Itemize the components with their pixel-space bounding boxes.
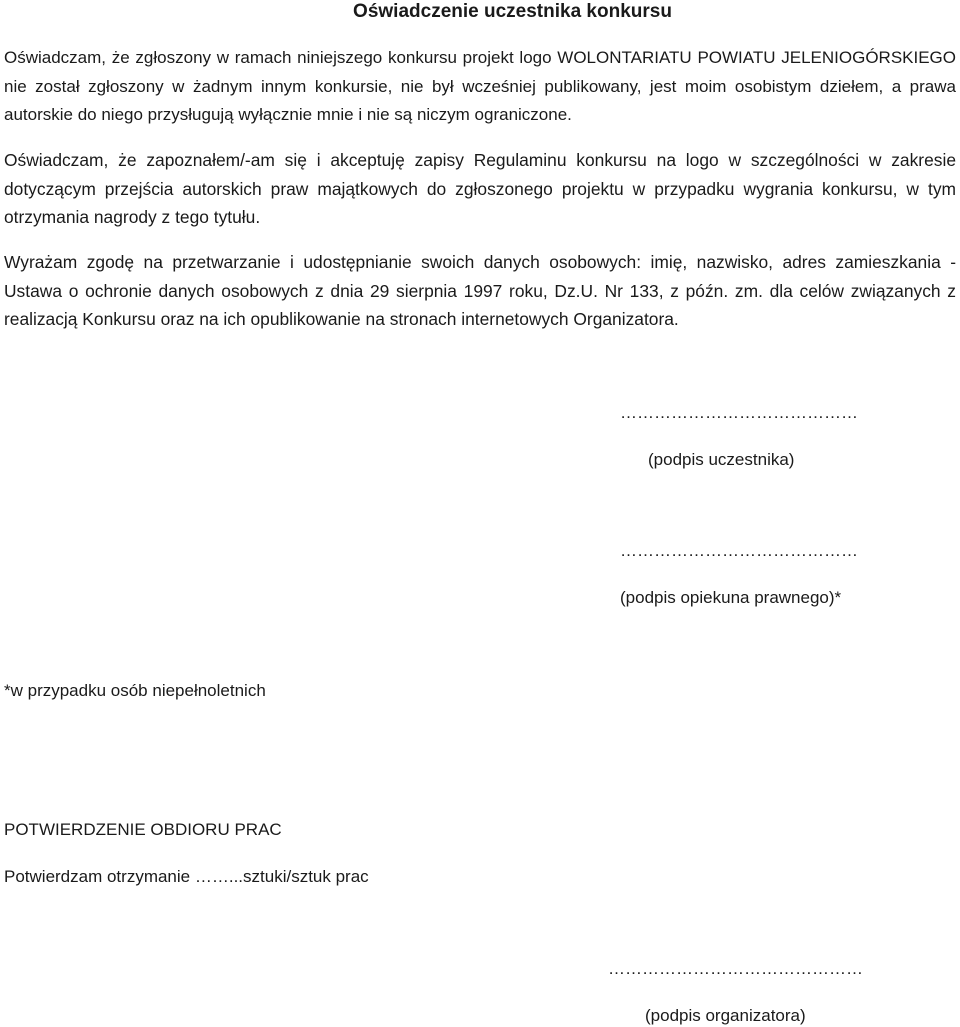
document-title: Oświadczenie uczestnika konkursu: [353, 1, 672, 22]
footnote: *w przypadku osób niepełnoletnich: [4, 681, 266, 700]
participant-signature-line: ……………………………………: [620, 403, 858, 422]
participant-signature-label: (podpis uczestnika): [648, 450, 795, 469]
organizer-signature-label: (podpis organizatora): [645, 1006, 806, 1025]
guardian-signature-label: (podpis opiekuna prawnego)*: [620, 588, 842, 607]
declaration-data-consent: Wyrażam zgodę na przetwarzanie i udostępnianie swoich danych osobowych: imię, nazwisko, adres zamieszkania - Ustawa o ochronie danych osobowych z dnia 29 sierpnia 1997 roku, Dz.U. Nr 133, z późn. zm. dla celów związanych z realizacją Konkursu oraz na ich opublikowanie na stronach internetowych Organizatora.: [4, 252, 956, 329]
confirmation-heading: POTWIERDZENIE OBDIORU PRAC: [4, 820, 282, 839]
guardian-signature-line: ……………………………………: [620, 541, 858, 560]
declaration-regulations: Oświadczam, że zapoznałem/-am się i akceptuję zapisy Regulaminu konkursu na logo w szczególności w zakresie dotyczącym przejścia autorskich praw majątkowych do zgłoszonego projektu w przypadku wygrania konkursu, w tym otrzymania nagrody z tego tytułu.: [4, 150, 956, 227]
confirmation-text: Potwierdzam otrzymanie ……...sztuki/sztuk prac: [4, 867, 369, 886]
organizer-signature-line: ………………………………………: [608, 959, 863, 978]
declaration-originality: Oświadczam, że zgłoszony w ramach niniejszego konkursu projekt logo WOLONTARIATU POWIATU JELENIOGÓRSKIEGO nie został zgłoszony w żadnym innym konkursie, nie był wcześniej publikowany, jest moim osobistym dziełem, a prawa autorskie do niego przysługują wyłącznie mnie i nie są niczym ograniczone.: [4, 48, 956, 124]
